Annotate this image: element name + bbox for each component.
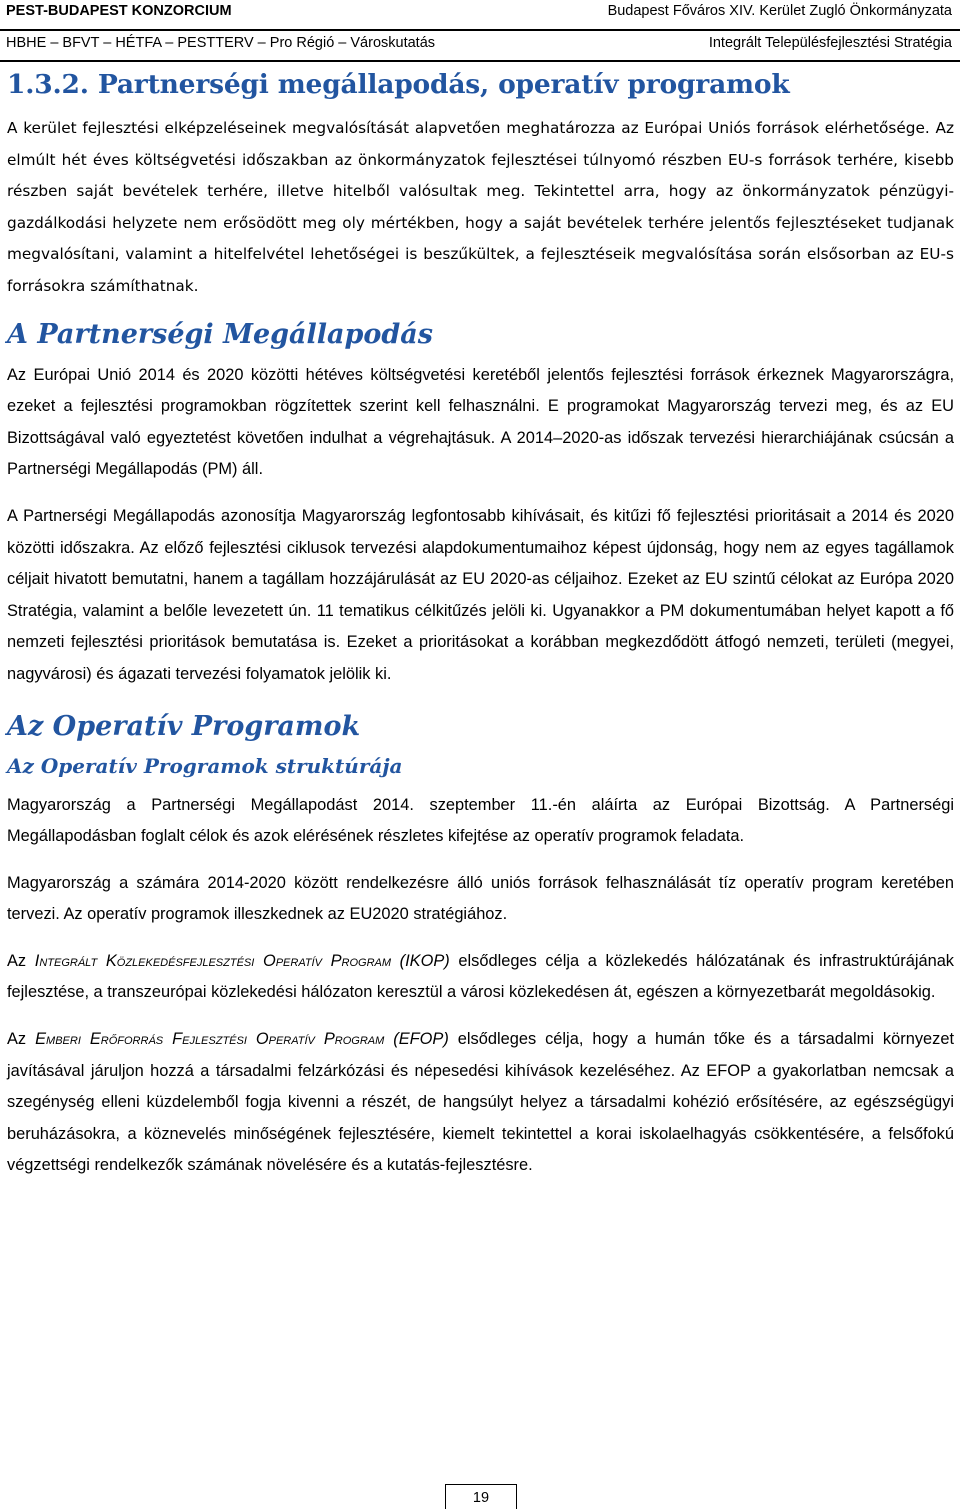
ikop-paragraph xyxy=(7,946,954,1009)
intro-text-continued: Tekintettel arra, hogy az önkormányzatok pénzügyi-gazdálkodási helyzete nem erősödött meg oly mértékben, hogy a saját bevételek terhére jelentős fejlesztéseket tudjanak megvalósítani, valamint a hitelfelvétel lehetőségei is beszűkültek, a fejlesztéseik megvalósítása során elsősorban az EU-s forrásokra számíthatnak. xyxy=(7,182,954,295)
intro-text: A kerület fejlesztési elképzeléseinek megvalósítását alapvetően meghatározza az Európai Uniós források elérhetősége. Az elmúlt hét éves költségvetési időszakban az önkormányzatok fejlesztései túlnyomó részben EU-s források terhére, kisebb részben saját bevételek terhére, illetve hitelből valósultak meg. xyxy=(7,119,954,201)
op-paragraph-1: Magyarország a Partnerségi Megállapodást 2014. szeptember 11.-én aláírta az Európai Bizottság. A Partnerségi Megállapodásban foglalt célok és azok elérésének részletes kifejtése az operatív programok feladata. xyxy=(7,795,954,846)
efop-prefix: Az xyxy=(7,1030,36,1049)
pm-heading: A Partnerségi Megállapodás xyxy=(7,318,433,350)
municipality-name: Budapest Főváros XIV. Kerület Zugló Önkormányzata xyxy=(607,3,952,19)
document-body xyxy=(7,60,954,1182)
consortium-name: PEST-BUDAPEST KONZORCIUM xyxy=(6,3,232,19)
page-number: 19 xyxy=(445,1484,517,1509)
op-heading: Az Operatív Programok xyxy=(7,710,361,742)
pm-paragraph-1: Az Európai Unió 2014 és 2020 közötti hétéves költségvetési keretéből jelentős fejlesztési források érkeznek Magyarországra, ezeket a fejlesztési programokban rögzítettek szerint kell felhasználni. E programokat Magyarország tervezi meg, és az EU Bizottságával való egyeztetést követően indulhat a végrehajtásuk. A 2014–2020-as időszak tervezési hierarchiájának csúcsán a Partnerségi Megállapodás (PM) áll. xyxy=(7,365,954,479)
op-subheading: Az Operatív Programok struktúrája xyxy=(7,753,403,778)
pm-paragraph-2: A Partnerségi Megállapodás azonosítja Magyarország legfontosabb kihívásait, és kitűzi fő fejlesztési prioritásait a 2014 és 2020 közötti időszakra. Az előző fejlesztési ciklusok tervezési alapdokumentumaihoz képest újdonság, hogy nem az egyes tagállamok céljait hivatott bemutatni, hanem a tagállam hozzájárulását az EU 2020-as céljaihoz. Ezeket az EU szintű célokat az Európa 2020 Stratégia, valamint a belőle levezetett ún. 11 tematikus célkitűzés jelöli ki. Ugyanakkor a PM dokumentumában helyet kapott a fő nemzeti fejlesztési prioritások bemutatása is. Ezeket a prioritásokat a korábban megkezdődött átfogó nemzeti, területi (megyei, nagyvárosi) és ágazati tervezési folyamatok jelölik ki. xyxy=(7,506,954,683)
ikop-text: elsődleges célja a közlekedés hálózatának és infrastruktúrájának fejlesztése, a transzeurópai közlekedési hálózaton keresztül a városi közlekedésen át, egészen a környezetbarát megoldásokig. xyxy=(7,951,955,1002)
intro-paragraph xyxy=(7,113,954,303)
efop-paragraph xyxy=(7,1024,954,1182)
op-paragraph-2: Magyarország a számára 2014-2020 között rendelkezésre álló uniós források felhasználását tíz operatív program keretében tervezi. Az operatív programok illeszkednek az EU2020 stratégiához. xyxy=(7,873,954,924)
header-divider xyxy=(0,29,960,31)
header-row-bottom xyxy=(6,35,952,51)
section-title: 1.3.2. Partnerségi megállapodás, operatív programok xyxy=(7,69,790,100)
efop-program-name: Emberi Erőforrás Fejlesztési Operatív Program (EFOP) xyxy=(35,1030,449,1049)
ikop-program-name: Integrált Közlekedésfejlesztési Operatív Program (IKOP) xyxy=(34,951,450,970)
page-header xyxy=(0,0,960,60)
header-row-top xyxy=(6,3,952,19)
consortium-members: HBHE – BFVT – HÉTFA – PESTTERV – Pro Régió – Városkutatás xyxy=(6,35,436,51)
document-title: Integrált Településfejlesztési Stratégia xyxy=(708,35,952,51)
efop-text: elsődleges célja, hogy a humán tőke és a társadalmi környezet javításával járuljon hozzá a társadalmi felzárkózási és népesedési kihívások kezeléséhez. Az EFOP a gyakorlatban nemcsak a szegénység elleni küzdelemből fogja kivenni a részét, de hangsúlyt helyez a társadalmi kohézió erősítésére, az egészségügyi beruházásokra, a köznevelés minőségének fejlesztésére, kiemelt tekintettel a korai iskolaelhagyás csökkentésére, a felsőfokú végzettségi rendelkezők számának növelésére és a kutatás-fejlesztésre. xyxy=(7,1030,954,1175)
ikop-prefix: Az xyxy=(7,951,35,970)
